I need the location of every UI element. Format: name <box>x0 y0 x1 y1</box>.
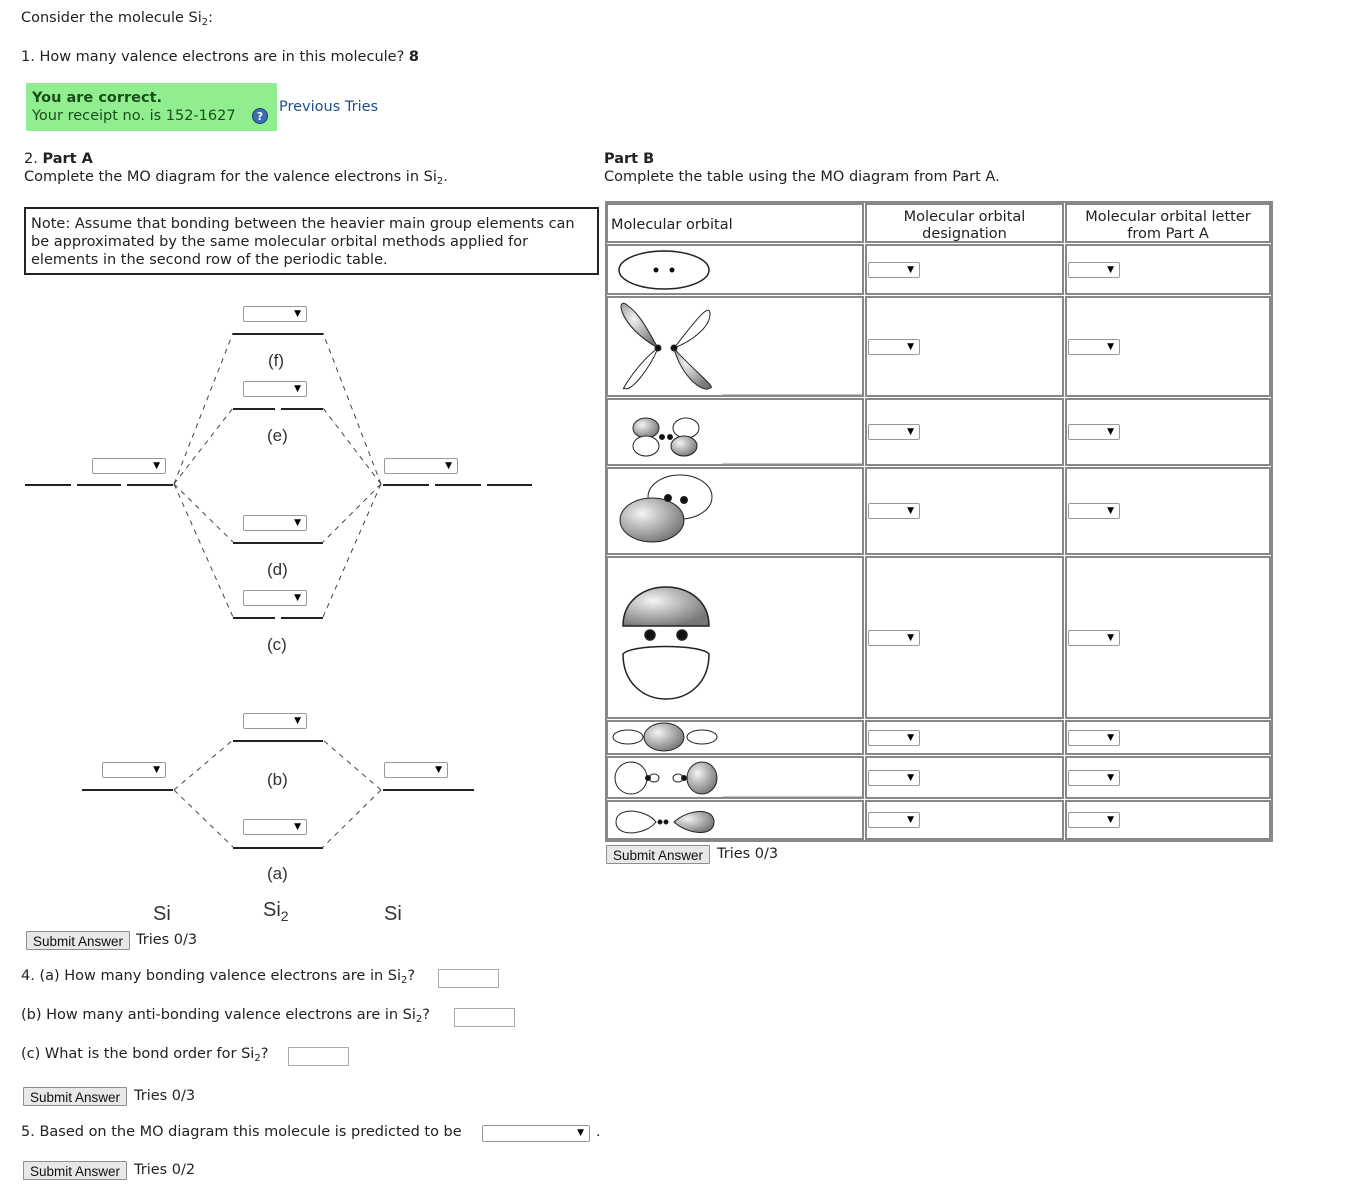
designation-cell-8 <box>865 800 1064 840</box>
note-box: Note: Assume that bonding between the heavier main group elements can be approximated by the same molecular orbital methods applied for elements in the second row of the periodic table. <box>24 207 599 275</box>
designation-dropdown-8[interactable]: ▼ <box>868 812 920 828</box>
orbital-row-1 <box>619 251 709 289</box>
designation-cell-2 <box>865 296 1064 397</box>
right-p-level-1 <box>383 484 429 486</box>
header-mo-letter: Molecular orbital letter from Part A <box>1065 203 1271 243</box>
part-a-instruction: Complete the MO diagram for the valence electrons in $Si_2$. <box>24 169 448 187</box>
q4-tries: Tries 0/3 <box>134 1088 196 1104</box>
designation-cell-6 <box>865 720 1064 755</box>
mo-level-c-2 <box>281 617 323 619</box>
orbital-row-5 <box>623 587 709 699</box>
q5-submit-button[interactable]: Submit Answer <box>23 1161 127 1180</box>
left-p-level-3 <box>127 484 173 486</box>
mo-level-a <box>233 847 323 849</box>
part-b-tries: Tries 0/3 <box>717 846 779 862</box>
dropdown-right-p[interactable]: ▼ <box>384 458 458 474</box>
dropdown-level-f[interactable]: ▼ <box>243 306 307 322</box>
label-e: (e) <box>267 426 288 445</box>
orbital-row-3 <box>633 418 699 456</box>
mo-level-b <box>233 740 323 742</box>
orbital-row-6 <box>613 723 717 751</box>
mo-level-d <box>233 542 323 544</box>
designation-cell-1 <box>865 244 1064 295</box>
label-f: (f) <box>268 351 285 370</box>
bonding-electrons-input[interactable] <box>438 969 499 988</box>
part-a-submit-button[interactable]: Submit Answer <box>26 931 130 950</box>
question-1-answer: 8 <box>408 49 419 65</box>
letter-dropdown-4[interactable]: ▼ <box>1068 503 1120 519</box>
intro-text: Consider the molecule $Si_2$: <box>21 10 214 28</box>
letter-cell-4 <box>1065 467 1271 555</box>
atom-right-label: Si <box>384 903 402 925</box>
atom-left-label: Si <box>153 903 171 925</box>
header-molecular-orbital: Molecular orbital <box>606 203 864 243</box>
header-mo-designation: Molecular orbital designation <box>865 203 1064 243</box>
letter-cell-7 <box>1065 756 1271 799</box>
orbital-row-7 <box>615 762 717 794</box>
dropdown-level-b[interactable]: ▼ <box>243 713 307 729</box>
letter-cell-1 <box>1065 244 1271 295</box>
mo-level-f <box>233 333 323 335</box>
right-s-level <box>383 789 474 791</box>
designation-dropdown-3[interactable]: ▼ <box>868 424 920 440</box>
part-b-submit-button[interactable]: Submit Answer <box>606 845 710 864</box>
label-b: (b) <box>267 770 288 789</box>
question-1: 1. How many valence electrons are in this molecule? 8 <box>21 49 419 65</box>
right-p-level-2 <box>435 484 481 486</box>
dropdown-level-c[interactable]: ▼ <box>243 590 307 606</box>
previous-tries-link[interactable]: Previous Tries <box>279 99 379 115</box>
letter-dropdown-2[interactable]: ▼ <box>1068 339 1120 355</box>
letter-cell-6 <box>1065 720 1271 755</box>
orbital-row-4 <box>620 475 712 542</box>
mo-level-c-1 <box>233 617 275 619</box>
dropdown-level-a[interactable]: ▼ <box>243 819 307 835</box>
question-5-period: . <box>596 1124 601 1140</box>
receipt-number: Your receipt no. is 152-1627 <box>32 108 236 124</box>
designation-cell-3 <box>865 398 1064 466</box>
dropdown-left-s[interactable]: ▼ <box>102 762 166 778</box>
question-4c: (c) What is the bond order for $Si_2$? <box>21 1046 269 1064</box>
designation-cell-5 <box>865 556 1064 719</box>
molecule-label: $Si_2$ <box>263 899 289 924</box>
q5-tries: Tries 0/2 <box>134 1162 196 1178</box>
label-a: (a) <box>267 864 288 883</box>
orbital-row-2 <box>621 303 711 389</box>
part-b-instruction: Complete the table using the MO diagram from Part A. <box>604 169 1000 185</box>
left-p-level-2 <box>77 484 121 486</box>
designation-dropdown-6[interactable]: ▼ <box>868 730 920 746</box>
letter-dropdown-8[interactable]: ▼ <box>1068 812 1120 828</box>
mo-level-e-1 <box>233 408 275 410</box>
mo-diagram-lines <box>0 0 600 900</box>
dropdown-left-p[interactable]: ▼ <box>92 458 166 474</box>
dropdown-right-s[interactable]: ▼ <box>384 762 448 778</box>
orbital-images <box>606 244 864 840</box>
help-icon[interactable]: ? <box>252 108 268 124</box>
letter-cell-8 <box>1065 800 1271 840</box>
designation-dropdown-4[interactable]: ▼ <box>868 503 920 519</box>
designation-dropdown-7[interactable]: ▼ <box>868 770 920 786</box>
letter-dropdown-1[interactable]: ▼ <box>1068 262 1120 278</box>
letter-cell-2 <box>1065 296 1271 397</box>
orbital-row-8 <box>616 811 714 833</box>
letter-dropdown-5[interactable]: ▼ <box>1068 630 1120 646</box>
magnetism-dropdown[interactable]: ▼ <box>482 1125 590 1142</box>
letter-cell-5 <box>1065 556 1271 719</box>
letter-dropdown-3[interactable]: ▼ <box>1068 424 1120 440</box>
letter-dropdown-6[interactable]: ▼ <box>1068 730 1120 746</box>
dropdown-level-e[interactable]: ▼ <box>243 381 307 397</box>
left-s-level <box>82 789 173 791</box>
part-b-heading: Part B <box>604 151 655 167</box>
designation-dropdown-5[interactable]: ▼ <box>868 630 920 646</box>
designation-cell-4 <box>865 467 1064 555</box>
designation-cell-7 <box>865 756 1064 799</box>
left-p-level-1 <box>25 484 71 486</box>
label-d: (d) <box>267 560 288 579</box>
question-4b: (b) How many anti-bonding valence electrons are in $Si_2$? <box>21 1007 430 1025</box>
part-a-heading: 2. Part A <box>24 151 93 167</box>
antibonding-electrons-input[interactable] <box>454 1008 515 1027</box>
dropdown-level-d[interactable]: ▼ <box>243 515 307 531</box>
letter-dropdown-7[interactable]: ▼ <box>1068 770 1120 786</box>
question-4a: 4. (a) How many bonding valence electrons are in $Si_2$? <box>21 968 416 986</box>
letter-cell-3 <box>1065 398 1271 466</box>
correct-message: You are correct. <box>32 90 163 106</box>
right-p-level-3 <box>487 484 532 486</box>
q4-submit-button[interactable]: Submit Answer <box>23 1087 127 1106</box>
designation-dropdown-2[interactable]: ▼ <box>868 339 920 355</box>
bond-order-input[interactable] <box>288 1047 349 1066</box>
label-c: (c) <box>267 635 287 654</box>
question-5: 5. Based on the MO diagram this molecule is predicted to be <box>21 1124 462 1140</box>
part-a-tries: Tries 0/3 <box>136 932 198 948</box>
designation-dropdown-1[interactable]: ▼ <box>868 262 920 278</box>
mo-level-e-2 <box>281 408 323 410</box>
